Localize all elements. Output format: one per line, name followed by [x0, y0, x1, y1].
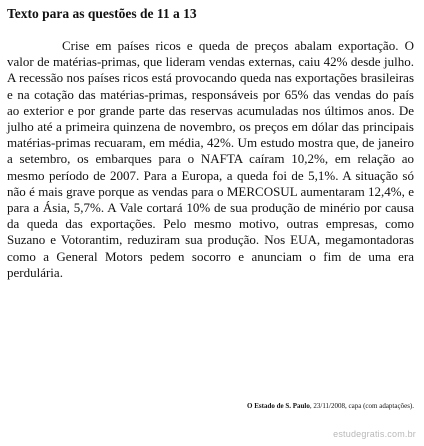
source-details: , 23/11/2008, capa (com adaptações). — [309, 402, 414, 410]
source-publication: O Estado de S. Paulo — [247, 402, 310, 410]
site-watermark: estudegratis.com.br — [333, 429, 416, 439]
section-heading: Texto para as questões de 11 a 13 — [7, 6, 197, 21]
passage-text: Crise em países ricos e queda de preços abalam exportação. O valor de matérias-primas, que lideram vendas externas, caiu 42% desde julho. A recessão nos países ricos está provocando queda nas exportações brasileiras e na cotação das matérias-primas, responsáveis por 65% das vendas do país ao exterior e por grande parte das reservas acumuladas nos últimos anos. De julho até a primeira quinzena de novembro, os preços em dólar das principais matérias-primas recuaram, em média, 42%. Um estudo mostra que, de janeiro a setembro, os embarques para o NAFTA caíram 10,2%, em relação ao mesmo período de 2007. Para a Europa, a queda foi de 5,1%. A situação só não é mais grave porque as vendas para o MERCOSUL aumentaram 12,4%, e para a Ásia, 5,7%. A Vale cortará 10% de sua produção de minério por causa da queda das exportações. Pelo mesmo motivo, outras empresas, como Suzano e Votorantim, reduziram sua produção. Nos EUA, megamontadoras como a General Motors pedem socorro e anunciam o fim de uma era perdulária. — [7, 38, 414, 280]
source-citation — [247, 402, 414, 411]
